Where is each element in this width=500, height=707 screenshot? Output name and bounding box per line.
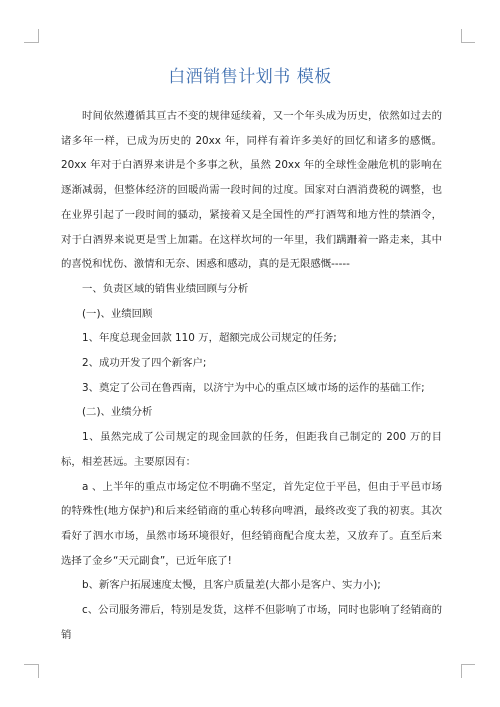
crop-mark-bottom-left-v xyxy=(38,664,39,678)
analysis-point-a: a 、上半年的重点市场定位不明确不坚定，首先定位于平邑，但由于平邑市场的特殊性(地方保护)和后来经销商的重心转移向啤酒，最终改变了我的初衷。其次看好了泗水市场，虽然市场环境很好，但经销商配合度太差，又放弃了。直至后来选择了金乡“天元副食”，已近年底了! xyxy=(61,480,442,567)
document-title: 白酒销售计划书 模板 xyxy=(168,67,332,87)
subsection-heading-1: (一)、业绩回顾 xyxy=(82,307,153,320)
subsection-heading-2: (二)、业绩分析 xyxy=(82,406,153,419)
crop-mark-top-left-v xyxy=(38,29,39,43)
crop-mark-bottom-left-h xyxy=(24,664,38,665)
crop-mark-bottom-right-h xyxy=(461,664,475,665)
intro-paragraph: 时间依然遵循其亘古不变的规律延续着，又一个年头成为历史，依然如过去的诸多年一样，已成为历史的 20xx 年，同样有着许多美好的回忆和诸多的感慨。20xx 年对于白酒界来讲是个多事之秋，虽然 20xx 年的全球性金融危机的影响在逐渐减弱，但整体经济的回暖尚需一段时间的过度。国家对白酒消费税的调整，也在业界引起了一段时间的骚动，紧接着又是全国性的严打酒驾和地方性的禁酒令，对于白酒界来说更是雪上加霜。在这样坎坷的一年里，我们蹒跚着一路走来，其中的喜悦和忧伤、激情和无奈、困惑和感动，真的是无限感慨----- xyxy=(61,110,442,271)
crop-mark-top-right-h xyxy=(461,42,475,43)
crop-mark-bottom-right-v xyxy=(461,664,462,678)
section-heading-1: 一、负责区域的销售业绩回顾与分析 xyxy=(82,282,249,295)
list-item: 2、成功开发了四个新客户; xyxy=(82,357,207,370)
document-body xyxy=(61,104,442,647)
list-item: 1、年度总现金回款 110 万，超额完成公司规定的任务; xyxy=(82,332,337,345)
analysis-point-b: b、新客户拓展速度太慢，且客户质量差(大都小是客户、实力小); xyxy=(82,579,381,592)
list-item: 3、奠定了公司在鲁西南，以济宁为中心的重点区域市场的运作的基础工作; xyxy=(82,381,425,394)
crop-mark-top-left-h xyxy=(24,42,38,43)
crop-mark-top-right-v xyxy=(461,29,462,43)
analysis-paragraph: 1、虽然完成了公司规定的现金回款的任务，但距我自己制定的 200 万的目标，相差甚远。主要原因有： xyxy=(61,431,442,468)
analysis-point-c: c、公司服务滞后，特别是发货，这样不但影响了市场，同时也影响了经销商的销 xyxy=(61,604,442,641)
